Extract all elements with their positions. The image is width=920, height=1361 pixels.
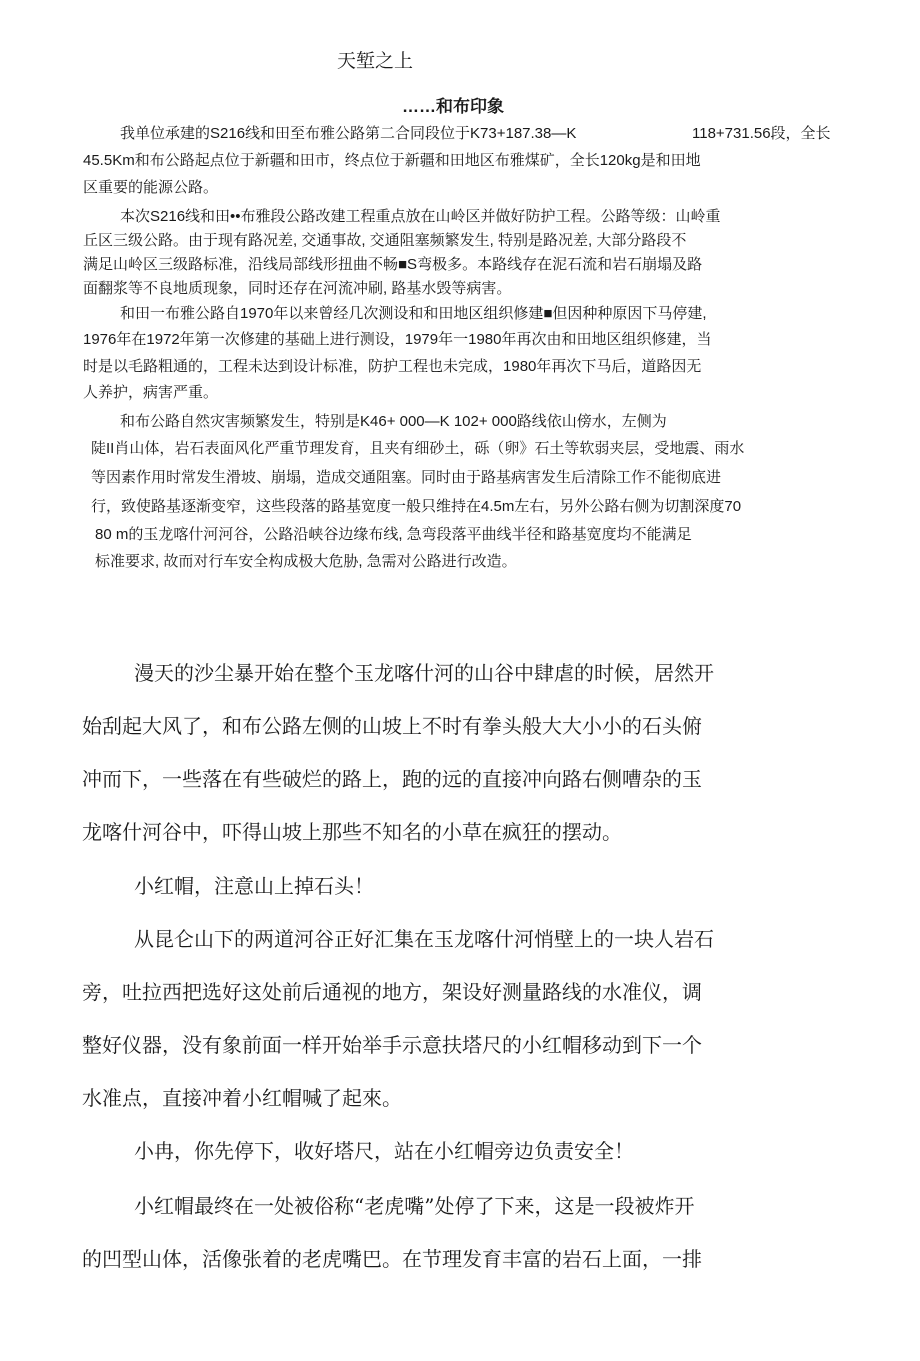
intro-p1-line: 我单位承建的S216线和田至布雅公路第二合同段位于K73+187.38—K — [120, 125, 577, 142]
story-p1-line: 始刮起大风了，和布公路左侧的山坡上不时有拳头般大大小小的石头俯 — [82, 714, 702, 738]
story-p3-line: 旁，吐拉西把选好这处前后通视的地方，架设好测量路线的水准仪，调 — [82, 980, 702, 1004]
story-p2: 小红帽，注意山上掉石头！ — [134, 874, 374, 898]
story-p1-line: 漫天的沙尘暴开始在整个玉龙喀什河的山谷中肆虐的时候，居然开 — [134, 661, 714, 685]
intro-p2-line: 面翻浆等不良地质现象，同时还存在河流冲刷, 路基水毁等病害。 — [83, 280, 512, 297]
intro-p4-line: 等因素作用时常发生滑坡、崩塌，造成交通阻塞。同时由于路基病害发生后清除工作不能彻底进 — [91, 469, 722, 486]
intro-p4-line: 80 m的玉龙喀什河河谷，公路沿峡谷边缘布线, 急弯段落平曲线半径和路基宽度均不能满足 — [95, 526, 692, 543]
story-p3-line: 从昆仑山下的两道河谷正好汇集在玉龙喀什河悄壁上的一块人岩石 — [134, 927, 714, 951]
intro-p1-line: 45.5Km和布公路起点位于新疆和田市，终点位于新疆和田地区布雅煤矿，全长120kg是和田地 — [83, 152, 701, 169]
story-p5-line: 小红帽最终在一处被俗称“老虎嘴”处停了下来，这是一段被炸开 — [134, 1194, 695, 1218]
intro-p4-line: 行，致使路基逐渐变窄，这些段落的路基宽度一般只维持在4.5m左右，另外公路右侧为切割深度70 — [91, 498, 742, 515]
intro-p4-line: 和布公路自然灾害频繁发生，特别是K46+ 000—K 102+ 000路线依山傍水，左侧为 — [120, 413, 667, 430]
story-p4: 小冉，你先停下，收好塔尺，站在小红帽旁边负责安全！ — [134, 1139, 634, 1163]
intro-p3-line: 和田一布雅公路自1970年以来曾经几次测设和和田地区组织修建■但因种种原因下马停建, — [120, 305, 707, 322]
intro-p2-line: 丘区三级公路。由于现有路况差, 交通事故, 交通阻塞频繁发生, 特别是路况差, 大部分路段不 — [83, 232, 687, 249]
intro-p4-line: 标准要求, 故而对行车安全构成极大危胁, 急需对公路进行改造。 — [95, 553, 517, 570]
document-subtitle: ……和布印象 — [402, 97, 504, 116]
intro-p1-line: 区重要的能源公路。 — [83, 179, 219, 196]
intro-p3-line: 人养护，病害严重。 — [83, 384, 219, 401]
intro-p3-line: 时是以毛路粗通的，工程未达到设计标准，防护工程也未完成，1980年再次下马后，道路因无 — [83, 358, 702, 375]
intro-p4-line: 陡II肖山体，岩石表面风化严重节理发育，且夹有细砂土，砾（卵》石土等软弱夹层，受地震、雨水 — [91, 440, 745, 457]
intro-p1-line: 118+731.56段，全长 — [692, 125, 831, 142]
document-title: 天堑之上 — [337, 50, 414, 72]
story-p3-line: 水准点，直接冲着小红帽喊了起來。 — [82, 1086, 402, 1110]
story-p5-line: 的凹型山体，活像张着的老虎嘴巴。在节理发育丰富的岩石上面，一排 — [82, 1247, 702, 1271]
intro-p2-line: 满足山岭区三级路标准，沿线局部线形扭曲不畅■S弯极多。本路线存在泥石流和岩石崩塌及路 — [83, 256, 703, 273]
story-p1-line: 冲而下，一些落在有些破烂的路上，跑的远的直接冲向路右侧嘈杂的玉 — [82, 767, 702, 791]
intro-p2-line: 本次S216线和田••布雅段公路改建工程重点放在山岭区并做好防护工程。公路等级：山岭重 — [120, 208, 721, 225]
intro-p3-line: 1976年在1972年第一次修建的基础上进行测设，1979年一1980年再次由和田地区组织修建，当 — [83, 331, 712, 348]
story-p3-line: 整好仪器，没有象前面一样开始举手示意扶塔尺的小红帽移动到下一个 — [82, 1033, 702, 1057]
story-p1-line: 龙喀什河谷中，吓得山坡上那些不知名的小草在疯狂的摆动。 — [82, 820, 622, 844]
